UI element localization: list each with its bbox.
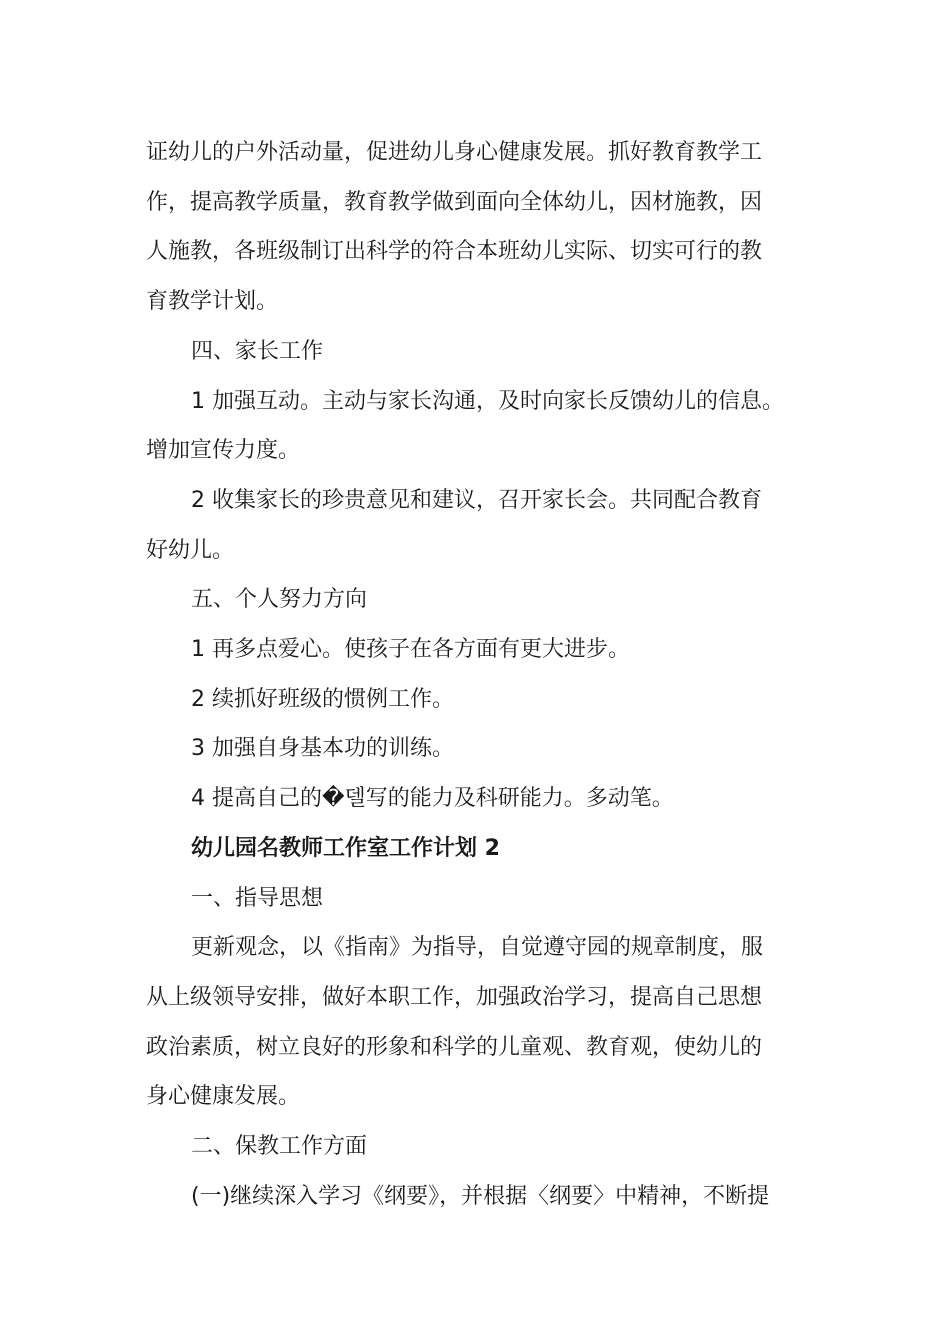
text-line: 增加宣传力度。 (146, 438, 301, 464)
text-line: 身心健康发展。 (146, 1084, 301, 1110)
text-line: 育教学计划。 (146, 289, 279, 315)
list-item: 1 再多点爱心。使孩子在各方面有更大进步。 (191, 637, 630, 663)
section-heading: 一、指导思想 (191, 885, 324, 911)
section-heading: 二、保教工作方面 (191, 1134, 368, 1160)
text-line: 从上级领导安排，做好本职工作，加强政治学习，提高自己思想 (146, 984, 763, 1010)
document-body (146, 128, 816, 1221)
list-item: 3 加强自身基本功的训练。 (191, 736, 454, 762)
text-line: 作，提高教学质量，教育教学做到面向全体幼儿，因材施教，因 (146, 189, 763, 215)
text-line: 证幼儿的户外活动量，促进幼儿身心健康发展。抓好教育教学工 (146, 140, 763, 165)
list-item: 4 提高自己的�델写的能力及科研能力。多动笔。 (191, 786, 674, 812)
section-heading: 四、家长工作 (191, 338, 324, 364)
document-title: 幼儿园名教师工作室工作计划 2 (191, 835, 500, 861)
text-line: 政治素质，树立良好的形象和科学的儿童观、教育观，使幼儿的 (146, 1034, 763, 1060)
list-item: 2 收集家长的珍贵意见和建议，召开家长会。共同配合教育 (191, 487, 762, 513)
list-item: 1 加强互动。主动与家长沟通，及时向家长反馈幼儿的信息。 (191, 388, 784, 414)
text-line: (一)继续深入学习《纲要》，并根据〈纲要〉中精神，不断提 (191, 1183, 770, 1209)
list-item: 2 续抓好班级的惯例工作。 (191, 686, 454, 712)
text-line: 人施教，各班级制订出科学的符合本班幼儿实际、切实可行的教 (146, 239, 763, 265)
text-line: 更新观念，以《指南》为指导，自觉遵守园的规章制度，服 (191, 935, 764, 961)
section-heading: 五、个人努力方向 (191, 587, 368, 613)
text-line: 好幼儿。 (146, 537, 235, 563)
